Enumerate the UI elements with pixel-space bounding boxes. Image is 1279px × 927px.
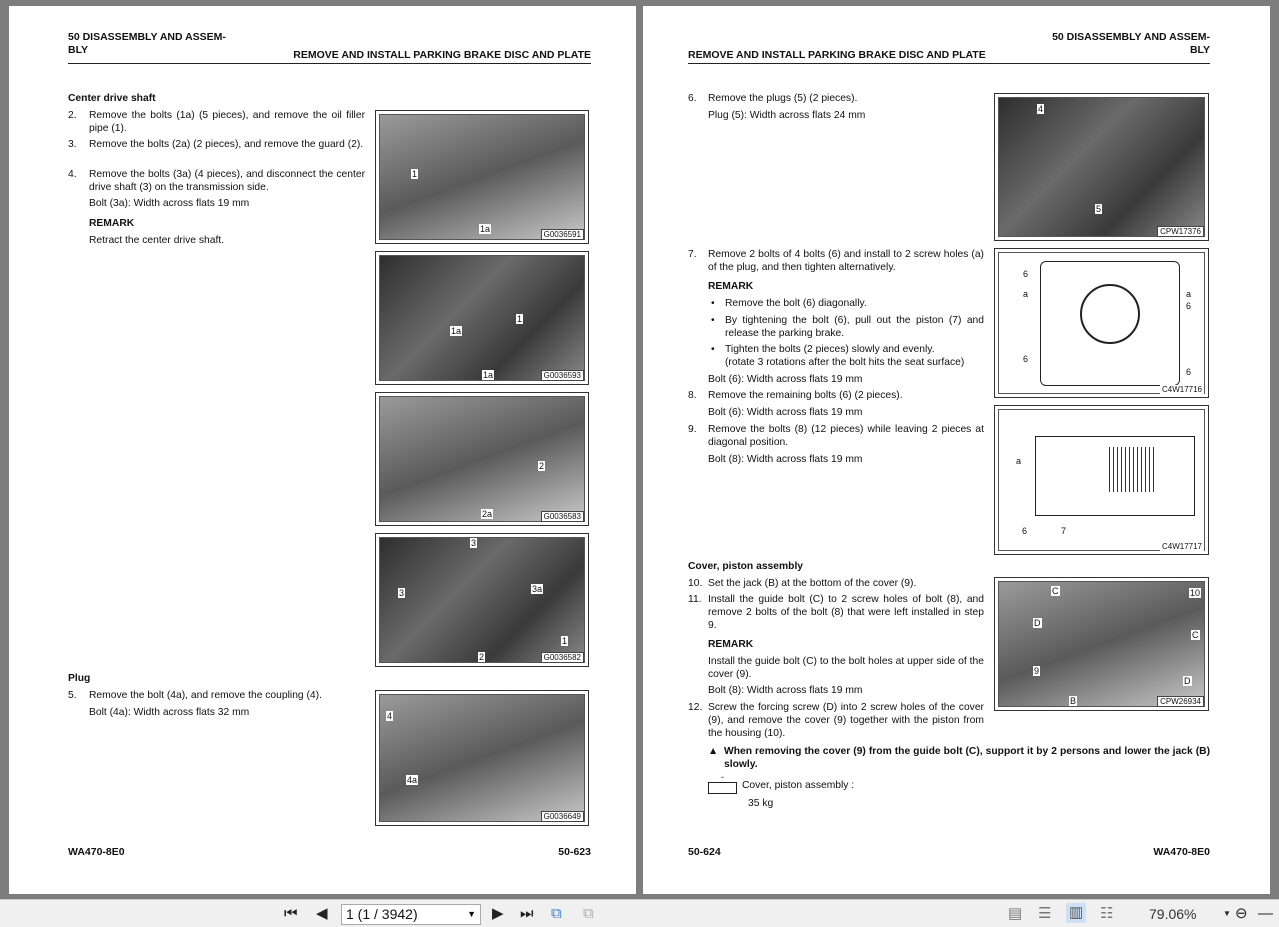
footer-model: WA470-8E0: [68, 846, 125, 858]
heading-center-drive-shaft: Center drive shaft: [68, 93, 156, 104]
step-number: 2.: [68, 110, 77, 121]
weight-icon: ⌃: [708, 782, 737, 794]
figure-label: D: [1034, 618, 1041, 628]
heading-plug: Plug: [68, 673, 91, 684]
bullet-text: Tighten the bolts (2 pieces) slowly and evenly. (rotate 3 rotations after the bolt hits the seat surface): [725, 344, 965, 368]
figure-label: 6: [1186, 301, 1192, 311]
remark-heading: REMARK: [708, 639, 754, 650]
figure-code: G0036649: [541, 811, 584, 822]
figure-label: 4a: [407, 775, 418, 785]
remark-bullet: • Tighten the bolts (2 pieces) slowly and evenly. (rotate 3 rotations after the bolt hits the seat surface): [711, 343, 991, 369]
figure-label: 7: [1061, 526, 1067, 536]
step-11: [688, 593, 984, 632]
next-page-icon[interactable]: ▶: [492, 905, 504, 922]
go-back-view-icon[interactable]: ⧉: [551, 905, 562, 922]
figure-bolts-6-diagram: [994, 248, 1209, 398]
figure-label: 1: [412, 169, 418, 179]
step-text: Remove the plugs (5) (2 pieces).: [708, 93, 858, 104]
figure-plugs: [994, 93, 1209, 241]
step-4: [68, 168, 365, 194]
step-text: Remove 2 bolts of 4 bolts (6) and install to 2 screw holes (a) of the plug, and then tighten alternatively.: [708, 249, 984, 273]
figure-label: 10: [1190, 588, 1201, 598]
remark-heading: REMARK: [708, 281, 754, 292]
step-number: 9.: [688, 424, 697, 435]
warning-text: When removing the cover (9) from the guide bolt (C), support it by 2 persons and lower the jack (B) slowly.: [724, 746, 1210, 770]
step-number: 10.: [688, 578, 703, 589]
step-text: Screw the forcing screw (D) into 2 screw holes of the cover (9), and remove the cover (9) together with the piston from the housing (10).: [708, 702, 984, 739]
step-number: 5.: [68, 690, 77, 701]
heading-cover-piston: Cover, piston assembly: [688, 561, 804, 572]
warning: [708, 745, 1210, 771]
step-8: [688, 389, 903, 402]
zoom-level[interactable]: 79.06%: [1149, 906, 1197, 922]
figure-label: 2: [479, 652, 485, 662]
step-text: Remove the bolts (3a) (4 pieces), and disconnect the center drive shaft (3) on the transmission side.: [89, 169, 365, 193]
figure-coupling: [375, 690, 589, 826]
figure-label: a: [1016, 456, 1022, 466]
step-text: Remove the remaining bolts (6) (2 pieces).: [708, 390, 903, 401]
figure-label: 1: [517, 314, 523, 324]
step-10: [688, 577, 916, 590]
figure-label: 6: [1186, 367, 1192, 377]
figure-label: 1: [562, 636, 568, 646]
step-3: [68, 138, 365, 151]
step-text: Set the jack (B) at the bottom of the cover (9).: [708, 578, 917, 589]
go-forward-view-icon[interactable]: ⧉: [583, 905, 594, 922]
step-text: Remove the bolt (4a), and remove the coupling (4).: [89, 690, 322, 701]
bullet-text: By tightening the bolt (6), pull out the piston (7) and release the parking brake.: [725, 315, 984, 339]
first-page-icon[interactable]: ⏮: [284, 905, 298, 922]
figure-code: CPW26934: [1157, 696, 1204, 707]
step-5: [68, 689, 365, 702]
bottom-toolbar: [0, 899, 1279, 927]
step-9: [688, 423, 984, 449]
figure-label: 2: [539, 461, 545, 471]
bolt-note: Bolt (8): Width across flats 19 mm: [708, 454, 863, 465]
step-number: 6.: [688, 93, 697, 104]
figure-label: a: [1186, 289, 1192, 299]
plug-note: Plug (5): Width across flats 24 mm: [708, 110, 866, 121]
figure-code: C4W17716: [1161, 385, 1202, 394]
step-text: Remove the bolts (2a) (2 pieces), and remove the guard (2).: [89, 139, 364, 150]
figure-label: 3a: [532, 584, 543, 594]
step-number: 12.: [688, 702, 703, 713]
footer-page: 50-623: [558, 846, 591, 858]
step-6: [688, 92, 857, 105]
step-number: 3.: [68, 139, 77, 150]
figure-center-drive-shaft: [375, 533, 589, 667]
weight-value: 35 kg: [748, 798, 774, 809]
figure-label: 4: [1038, 104, 1044, 114]
bolt-note: Bolt (6): Width across flats 19 mm: [708, 407, 863, 418]
continuous-facing-view-icon[interactable]: ☷: [1100, 905, 1114, 922]
figure-label: 4: [387, 711, 393, 721]
header-title: REMOVE AND INSTALL PARKING BRAKE DISC AND PLATE: [688, 49, 986, 61]
step-2: [68, 109, 365, 135]
figure-code: G0036593: [541, 370, 584, 381]
continuous-view-icon[interactable]: ☰: [1038, 905, 1052, 922]
remark-text: Install the guide bolt (C) to the bolt holes at upper side of the cover (9).: [708, 656, 984, 680]
section-title: 50 DISASSEMBLY AND ASSEM- BLY: [68, 31, 226, 56]
figure-label: 6: [1023, 269, 1029, 279]
figure-label: 1a: [483, 370, 494, 380]
figure-code: CPW17376: [1157, 226, 1204, 237]
bolt-note: Bolt (8): Width across flats 19 mm: [708, 685, 863, 696]
step-number: 8.: [688, 390, 697, 401]
footer-model: WA470-8E0: [1153, 846, 1210, 858]
previous-page-icon[interactable]: ◀: [316, 905, 328, 922]
figure-label: 1a: [480, 224, 491, 234]
zoom-out-icon[interactable]: ⊖: [1235, 905, 1248, 922]
page-header: [68, 31, 591, 64]
step-7: [688, 248, 984, 274]
figure-oil-filler-pipe: [375, 110, 589, 244]
chevron-down-icon[interactable]: ▼: [467, 909, 476, 919]
figure-label: 6: [1023, 354, 1029, 364]
remark-text: Retract the center drive shaft.: [89, 235, 225, 246]
figure-cover-removal: [994, 577, 1209, 711]
figure-label: C: [1192, 630, 1199, 640]
warning-icon: ▲: [708, 746, 719, 757]
figure-code: C4W17717: [1161, 542, 1202, 551]
figure-code: G0036583: [541, 511, 584, 522]
step-number: 7.: [688, 249, 697, 260]
zoom-dropdown-icon[interactable]: ▼: [1223, 909, 1231, 918]
figure-label: 6: [1022, 526, 1028, 536]
remark-bullet: • Remove the bolt (6) diagonally.: [711, 297, 984, 310]
figure-label: 3: [399, 588, 405, 598]
single-page-view-icon[interactable]: ▤: [1008, 905, 1023, 922]
figure-label: 5: [1096, 204, 1102, 214]
figure-label: 1a: [451, 326, 462, 336]
remark-heading: REMARK: [89, 218, 135, 229]
figure-label: a: [1023, 289, 1029, 299]
figure-bolts-1a: [375, 251, 589, 385]
figure-label: 2a: [482, 509, 493, 519]
facing-view-icon[interactable]: ▥: [1066, 903, 1086, 923]
right-page: [643, 6, 1270, 894]
step-text: Remove the bolts (8) (12 pieces) while leaving 2 pieces at diagonal position.: [708, 424, 984, 448]
last-page-icon[interactable]: ⏭: [520, 905, 534, 922]
page-number-input[interactable]: [341, 904, 481, 925]
step-number: 11.: [688, 594, 702, 605]
bolt-note: Bolt (3a): Width across flats 19 mm: [89, 198, 250, 209]
figure-label: D: [1184, 676, 1191, 686]
remark-bullet: • By tightening the bolt (6), pull out the piston (7) and release the parking brake.: [711, 315, 984, 339]
bolt-note: Bolt (6): Width across flats 19 mm: [708, 374, 863, 385]
footer-page: 50-624: [688, 846, 721, 858]
figure-code: G0036591: [541, 229, 584, 240]
zoom-slider[interactable]: —: [1258, 905, 1273, 922]
step-text: Install the guide bolt (C) to 2 screw holes of bolt (8), and remove 2 bolts of the bolt (8) that were left installed in step 9.: [708, 594, 984, 631]
left-page: [9, 6, 636, 894]
header-title: REMOVE AND INSTALL PARKING BRAKE DISC AND PLATE: [293, 49, 591, 61]
section-title: 50 DISASSEMBLY AND ASSEM- BLY: [1052, 31, 1210, 56]
figure-piston-section-diagram: [994, 405, 1209, 555]
step-number: 4.: [68, 169, 77, 180]
figure-label: 9: [1034, 666, 1040, 676]
bullet-text: Remove the bolt (6) diagonally.: [725, 298, 867, 309]
figure-label: B: [1070, 696, 1077, 706]
page-header: [688, 31, 1210, 64]
weight-label: Cover, piston assembly :: [742, 780, 855, 791]
step-12: [688, 701, 984, 740]
figure-label: C: [1052, 586, 1059, 596]
step-text: Remove the bolts (1a) (5 pieces), and remove the oil filler pipe (1).: [89, 110, 365, 134]
figure-guard: [375, 392, 589, 526]
figure-label: 3: [471, 538, 477, 548]
bolt-note: Bolt (4a): Width across flats 32 mm: [89, 707, 250, 718]
page-number-value: 1 (1 / 3942): [346, 906, 418, 922]
figure-code: G0036582: [541, 652, 584, 663]
